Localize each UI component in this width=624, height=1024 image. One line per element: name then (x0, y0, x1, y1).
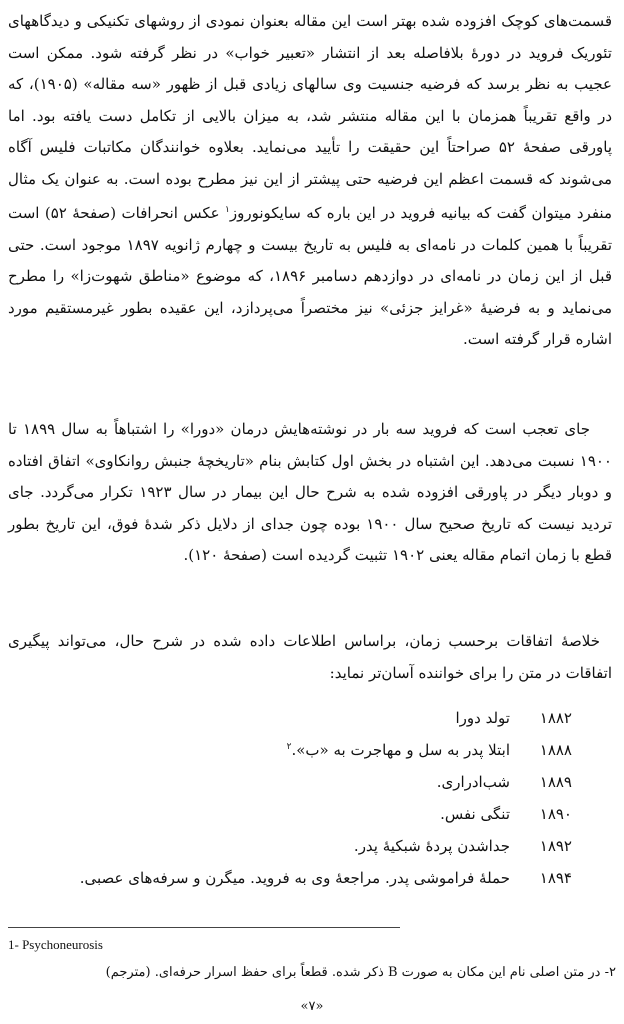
timeline-item (56, 702, 616, 734)
footnote-ref-1[interactable]: ۱ (225, 205, 230, 215)
timeline-item (56, 798, 616, 830)
timeline-year: ۱۸۹۰ (539, 805, 572, 823)
timeline-year: ۱۸۸۹ (539, 773, 572, 791)
paragraph-dora-dates: جای تعجب است که فروید سه بار در نوشته‌هایش درمان «دورا» را اشتباهاً به سال ۱۸۹۹ تا ۱۹۰۰ نسبت می‌دهد. این اشتباه در بخش اول کتابش بنام «تاریخچهٔ جنبش روانکاوی» اتفاق افتاده و دوبار دیگر در پاورقی افزوده شده به شرح حال این بیمار در سال ۱۹۲۳ تکرار می‌گردد. جای تردید نیست که تاریخ صحیح سال ۱۹۰۰ بوده چون جدای از دلایل ذکر شدهٔ فوق، این تاریخ بطور قطع با زمان اتمام مقاله یعنی ۱۹۰۲ تثبیت گردیده است (صفحهٔ ۱۲۰). (8, 420, 612, 564)
timeline-list (56, 702, 616, 894)
timeline-event: جداشدن پردهٔ شبکیهٔ پدر. (353, 837, 510, 855)
paragraph-intro-continued: عکس انحرافات (صفحهٔ ۵۲) است تقریباً با همین کلمات در نامه‌ای به فلیس به تاریخ بیست و چهارم ژانویه ۱۸۹۷ موجود است. حتی قبل از این زمان در نامه‌ای در دوازدهم دسامبر ۱۸۹۶، که موضوع «مناطق شهوت‌زا» را مطرح می‌نماید و به فرضیهٔ «غرایز جزئی» نیز مختصراً می‌پردازد، این عقیده بطور غیرمستقیم مورد اشاره قرار گرفته است. (8, 204, 612, 348)
timeline-year: ۱۸۸۸ (539, 741, 572, 759)
footnote-1: 1- Psychoneurosis (8, 937, 103, 952)
timeline-event: تنگی نفس. (440, 805, 510, 823)
timeline-year: ۱۸۹۲ (539, 837, 572, 855)
timeline-event-text: ابتلا پدر به سل و مهاجرت به «ب». (291, 741, 510, 759)
timeline-event (56, 741, 510, 759)
timeline-item (56, 862, 616, 894)
timeline-event: تولد دورا (455, 709, 510, 727)
paragraph-intro (8, 6, 612, 356)
timeline-year: ۱۸۹۴ (539, 869, 572, 887)
paragraph-intro-text: قسمت‌های کوچک افزوده شده بهتر است این مقاله بعنوان نمودی از روشهای تکنیکی و دیدگاههای تئوریک فروید در دورهٔ بلافاصله بعد از انتشار «تعبیر خواب» در نظر گرفته شود. ممکن است عجیب به نظر برسد که فرضیه جنسیت وی سالهای زیادی قبل از ظهور «سه مقاله» (۱۹۰۵)، که در واقع تقریباً همزمان با این مقاله منتشر شد، به میزان بالایی از تکامل دست یافته بود. اما پاورقی صفحهٔ ۵۲ صراحتاً این حقیقت را تأیید می‌نماید. بعلاوه خوانندگان مکاتبات فلیس آگاه می‌شوند که قسمت اعظم این فرضیه حتی پیشتر از این نیز مطرح بوده است. به عنوان یک مثال منفرد میتوان گفت که بیانیه فروید در این باره که سایکونوروز (8, 12, 612, 222)
timeline-item (56, 830, 616, 862)
paragraph-summary-intro: خلاصهٔ اتفاقات برحسب زمان، براساس اطلاعات داده شده در شرح حال، می‌تواند پیگیری اتفاقات در متن را برای خواننده آسان‌تر نماید: (8, 632, 612, 682)
footnote-divider (8, 927, 400, 928)
timeline-item (56, 766, 616, 798)
footnote-ref-2[interactable]: ۲ (286, 742, 292, 752)
footnote-2: ۲- در متن اصلی نام این مکان به صورت B ذکر شده. قطعاً برای حفظ اسرار حرفه‌ای. (مترجم) (105, 965, 616, 980)
timeline-item (56, 734, 616, 766)
timeline-event: حملهٔ فراموشی پدر. مراجعهٔ وی به فروید. میگرن و سرفه‌های عصبی. (79, 869, 510, 887)
timeline-event: شب‌ادراری. (436, 773, 510, 791)
page-number: «۷» (300, 999, 324, 1014)
timeline-year: ۱۸۸۲ (539, 709, 572, 727)
